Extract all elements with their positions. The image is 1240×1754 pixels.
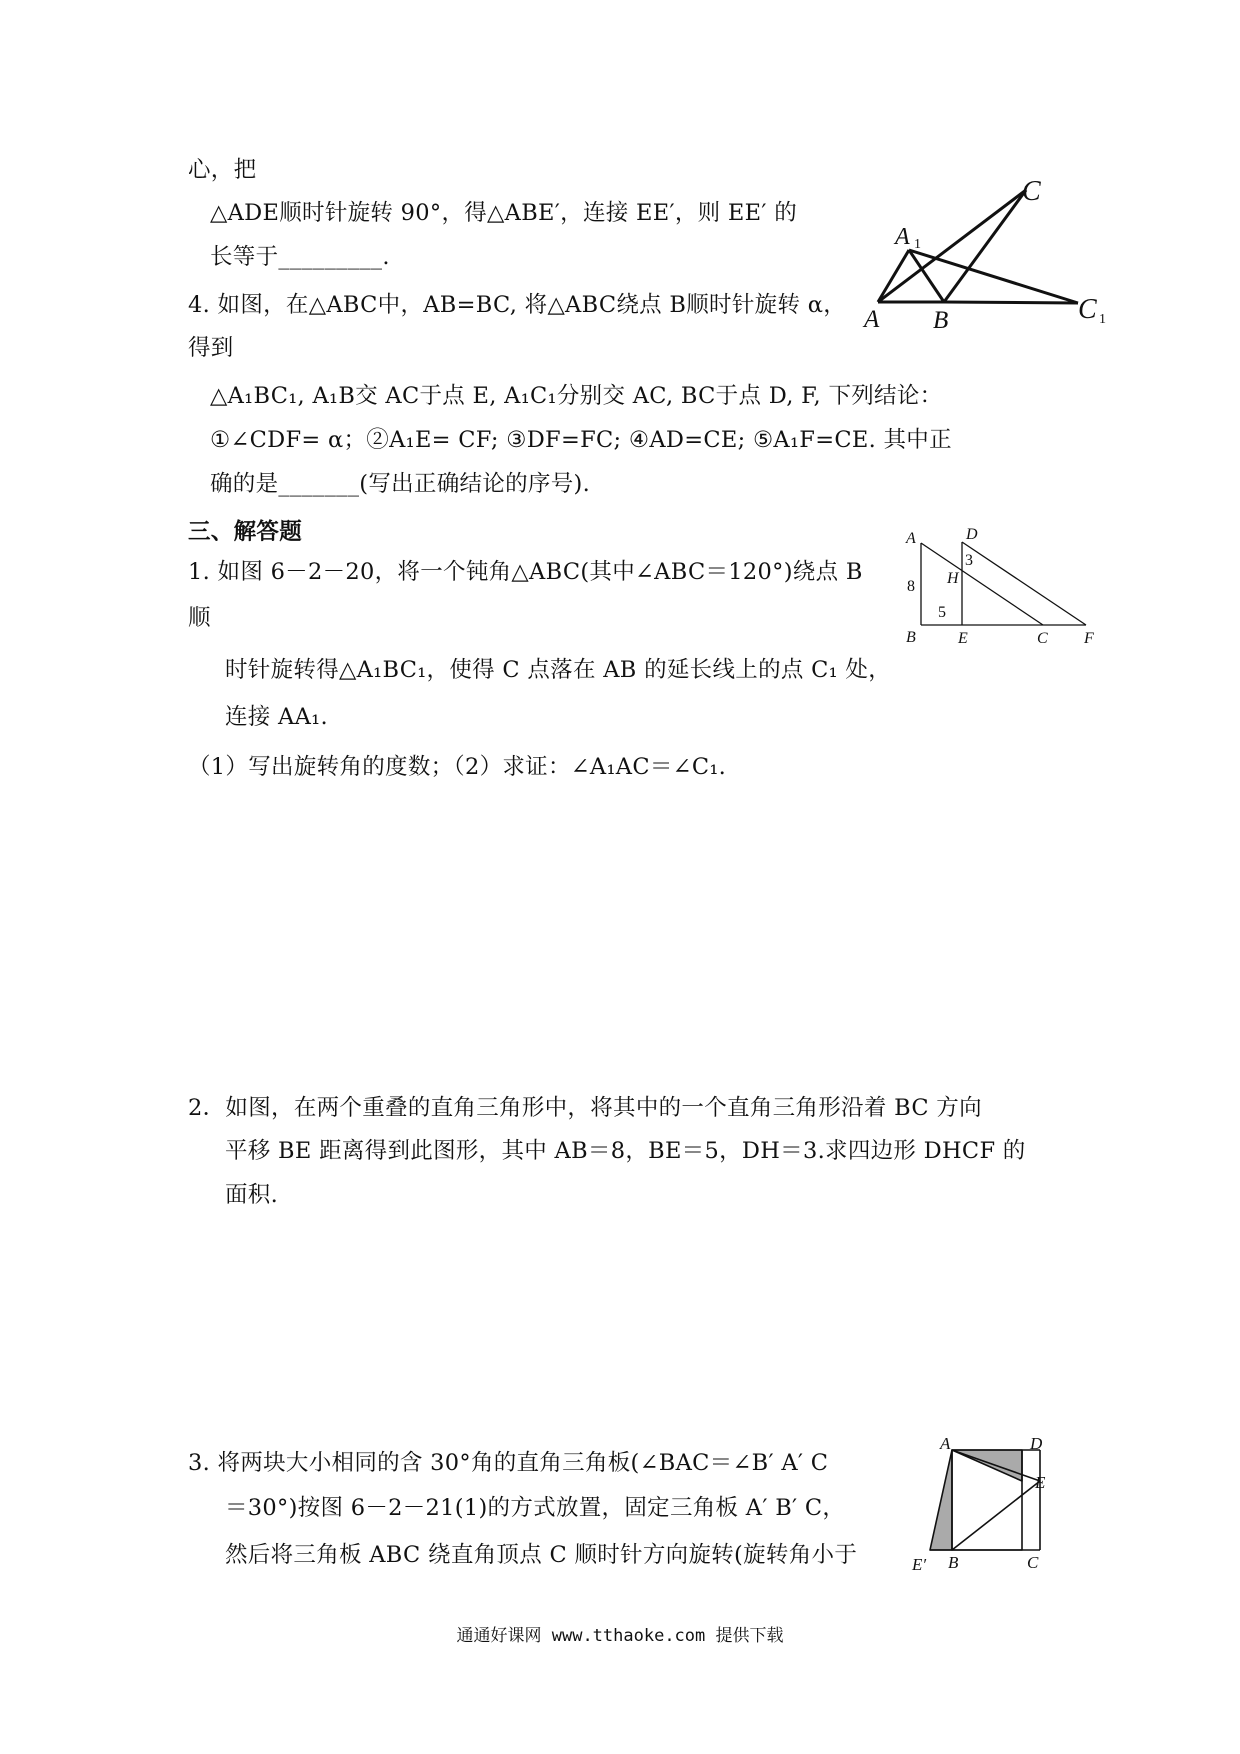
text-line: 顺 [188,605,211,631]
label-F: F [1084,630,1094,647]
label-C1: C [1078,294,1097,325]
label-3: 3 [965,552,973,569]
label-8: 8 [907,578,915,595]
text-line: △ADE顺时针旋转 90°，得△ABE′，连接 EE′，则 EE′ 的 [210,200,798,226]
rotation-triangle-figure [856,170,1116,340]
label-A: A [864,306,880,333]
text-line: 得到 [188,335,234,361]
text-line: 2．如图，在两个重叠的直角三角形中，将其中的一个直角三角形沿着 BC 方向 [188,1095,982,1121]
label-D: D [1030,1436,1043,1453]
text-line: （1）写出旋转角的度数；（2）求证：∠A₁AC＝∠C₁. [188,754,727,780]
segment-BC [944,190,1026,302]
text-line: 4. 如图，在△ABC中，AB=BC, 将△ABC绕点 B顺时针旋转 α， [188,292,846,318]
text-line: 确的是_______(写出正确结论的序号). [210,471,591,497]
segment-A-A1 [878,250,909,302]
translation-triangles-figure [896,525,1121,650]
text-line: 1. 如图 6－2－20，将一个钝角△ABC(其中∠ABC＝120°)绕点 B [188,559,863,585]
label-D: D [966,526,978,543]
label-A1-subscript: 1 [914,237,921,252]
page-footer: 通通好课网 www.tthaoke.com 提供下载 [456,1626,784,1646]
segment-BE [952,1481,1040,1550]
text-line: ＝30°)按图 6－2－21(1)的方式放置，固定三角板 A′ B′ C， [225,1495,846,1521]
label-C: C [1027,1553,1039,1572]
label-C: C [1037,630,1048,647]
label-E: E [958,630,968,647]
text-line: 心，把 [188,157,257,183]
text-line: ①∠CDF= α；②A₁E= CF; ③DF=FC; ④AD=CE; ⑤A₁F=CE. 其中正 [210,427,952,453]
label-C1-subscript: 1 [1099,312,1106,327]
text-line: 然后将三角板 ABC 绕直角顶点 C 顺时针方向旋转(旋转角小于 [225,1542,858,1568]
shaded-triangle-AE'B [930,1450,952,1550]
text-line: 3. 将两块大小相同的含 30°角的直角三角板(∠BAC＝∠B′ A′ C [188,1450,829,1476]
label-A: A [940,1436,951,1453]
label-5: 5 [938,604,946,621]
label-E-prime: E′ [912,1555,927,1574]
shaded-triangle-ADE [952,1450,1022,1481]
text-line: 连接 AA₁. [225,704,328,730]
label-B: B [906,629,916,646]
label-A1: A [895,224,910,250]
segment-BC1 [944,302,1078,303]
triangle-plates-figure [898,1436,1098,1576]
segment-A1C1 [909,250,1078,303]
label-H: H [947,570,959,587]
label-B: B [948,1553,959,1572]
label-A: A [906,530,916,547]
text-line: 平移 BE 距离得到此图形，其中 AB＝8，BE＝5，DH＝3.求四边形 DHCF 的 [225,1138,1026,1164]
label-C: C [1022,176,1041,207]
label-E: E [1035,1473,1046,1492]
text-line: 时针旋转得△A₁BC₁，使得 C 点落在 AB 的延长线上的点 C₁ 处， [225,657,892,683]
text-line: 面积. [225,1182,279,1208]
text-line: △A₁BC₁, A₁B交 AC于点 E, A₁C₁分别交 AC, BC于点 D, F, 下列结论： [210,383,943,409]
section-heading: 三、解答题 [188,519,303,545]
label-B: B [933,307,949,334]
text-line: 长等于_________. [210,244,390,270]
